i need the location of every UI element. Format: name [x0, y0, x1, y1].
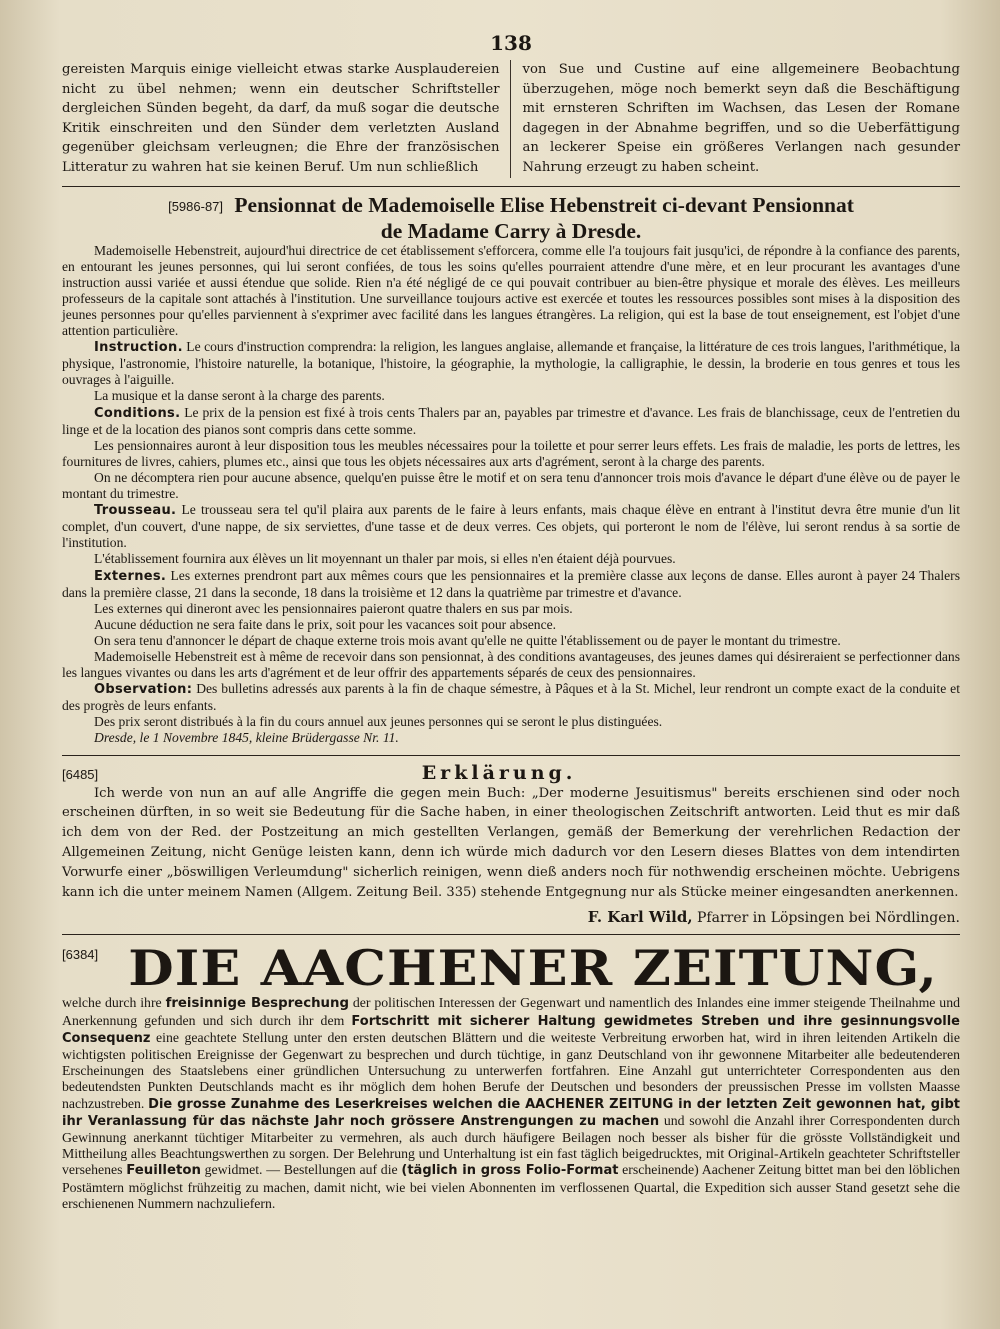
- pensionnat-annoncer: On sera tenu d'annoncer le départ de chaque externe trois mois avant qu'elle ne quitte l'établissement ou de payer le montant du trimestre.: [94, 632, 841, 648]
- aachener-emph-4: Feuilleton: [126, 1163, 201, 1179]
- aachener-header: [62, 939, 960, 998]
- section-divider: [62, 934, 960, 935]
- pensionnat-dineront: Les externes qui dineront avec les pensionnaires paieront quatre thalers en sus par mois.: [94, 600, 573, 616]
- pensionnat-prix: Des prix seront distribués à la fin du cours annuel aux jeunes personnes qui se seront le plus distinguées.: [94, 714, 663, 730]
- pensionnat-meubles: Les pensionnaires auront à leur disposition tous les meubles nécessaires pour la toilette et pour serrer leurs effets. Les frais de maladie, les ports de lettres, les fournitures de livres, cahiers, plumes etc., ainsi que tous les objets nécessaires aux arts d'agrément, seront à la charge des parents.: [62, 437, 960, 469]
- erklaerung-title: Erklärung.: [421, 761, 577, 784]
- conditions-text: Le prix de la pension est fixé à trois cents Thalers par an, payables par trimestre et d'avance. Les frais de blanchissage, ceux de l'entretien du linge et de la location des pianos sont compris dans cette somme.: [62, 404, 960, 437]
- erklaerung-header: [62, 762, 960, 784]
- pensionnat-body: [62, 243, 960, 747]
- pensionnat-externes: [62, 568, 960, 601]
- pensionnat-intro: Mademoiselle Hebenstreit, aujourd'hui directrice de cet établissement s'efforcera, comme elle l'a toujours fait jusqu'ici, de répondre à la confiance des parents, en entourant les jeunes personnes, qui lui seront confiées, de tous les soins qu'elles pourraient attendre d'une mère, et en leur procurant les avantages d'une instruction aussi variée et aussi étendue que solide. Rien n'a été négligé de ce qui pouvait contribuer au bien-être physique et morale des élèves. Les meilleurs professeurs de la capitale sont attachés à l'institution. Une surveillance toujours active est exercée et toutes les ressources possibles sont mises à la disposition des jeunes personnes pour qu'elles parviennent à s'exprimer avec facilité dans les langues étrangères. La religion, qui est la base de tout enseignement, est l'objet d'une attention particulière.: [62, 242, 960, 339]
- pensionnat-title: [62, 193, 960, 243]
- externes-text: Les externes prendront part aux mêmes cours que les pensionnaires et la première classe aux leçons de danse. Elles auront à payer 24 Thalers dans la première classe, 21 dans la seconde, 18 dans la troisième et 12 dans la quatrième par trimestre et d'avance.: [62, 567, 960, 600]
- aachener-text-1: welche durch ihre: [62, 995, 162, 1011]
- aachener-text-6: erscheinende) Aachener Zeitung bittet man bei den löblichen Postämtern möglichst frühzeitig zu machen, damit nicht, wie bei vielen Abonnenten im verflossenen Quartal, die Expedition sich ausser Stand gesetzt sehe die erschienenen Nummern nachzuliefern.: [62, 1162, 960, 1211]
- section-divider: [62, 186, 960, 187]
- erklaerung-notice: [62, 762, 960, 927]
- pensionnat-signature: Dresde, le 1 Novembre 1845, kleine Brüdergasse Nr. 11.: [94, 730, 399, 746]
- externes-keyword: Externes.: [94, 568, 167, 584]
- observation-text: Des bulletins adressés aux parents à la fin de chaque sémestre, à Pâques et à la St. Michel, leur rendront un compte exact de la conduite et des progrès de leurs enfants.: [62, 681, 960, 714]
- aachener-emph-3: Die grosse Zunahme des Leserkreises welchen die AACHENER ZEITUNG in der letzten Zeit gewonnen hat, gibt ihr Veranlassung für das nächste Jahr noch grössere Anstrengungen zu machen: [62, 1096, 961, 1129]
- pensionnat-lit: L'établissement fournira aux élèves un lit moyennant un thaler par mois, si elles n'en étaient déjà pourvues.: [94, 551, 676, 567]
- pensionnat-deduction: Aucune déduction ne sera faite dans le prix, soit pour les vacances soit pour absence.: [94, 616, 557, 632]
- aachener-ref: [6384]: [62, 947, 99, 963]
- german-columns: [62, 60, 960, 178]
- aachener-emph-2: Fortschritt mit sicherer Haltung gewidmetes Streben und ihre gesinnungsvolle Consequenz: [62, 1013, 960, 1046]
- german-column-left: gereisten Marquis einige vielleicht etwas starke Ausplaudereien nicht zu übel nehmen; wenn ein deutscher Schriftsteller dergleichen Sünden begeht, da darf, da muß sogar die deutsche Kritik einschreiten und den Sünder dem verletzten Ausland gegenüber gleichsam verleugnen; die Ehre der französischen Litteratur zu wahren hat sie keinen Beruf. Um nun schließlich: [62, 60, 511, 178]
- erklaerung-ref: [6485]: [62, 766, 99, 782]
- aachener-text-4: und sowohl die Anzahl ihrer Correspondenten durch Gewinnung anerkannt tüchtiger Mitarbeiter zu vermehren, als auch durch häufigere Beilagen noch besser als bisher für die grösste Vollständigkeit und Mittheilung alles Beachtungswerthen zu sorgen. Der Belehrung und Unterhaltung ist ein fast täglich beigedrucktes, mit Original-Artikeln geachteter Schriftsteller versehenes: [62, 1112, 961, 1178]
- aachener-emph-1: freisinnige Besprechung: [165, 996, 349, 1012]
- trousseau-keyword: Trousseau.: [94, 503, 177, 519]
- pensionnat-observation: [62, 681, 960, 714]
- pensionnat-musique: La musique et la danse seront à la charge des parents.: [94, 388, 385, 404]
- instruction-keyword: Instruction.: [94, 340, 183, 356]
- pensionnat-title-line2: de Madame Carry à Dresde.: [380, 218, 642, 243]
- aachener-title: DIE AACHENER ZEITUNG,: [128, 939, 938, 998]
- conditions-keyword: Conditions.: [94, 405, 181, 421]
- erklaerung-text: Ich werde von nun an auf alle Angriffe die gegen mein Buch: „Der moderne Jesuitismus" bereits erschienen sind oder noch erscheinen dürften, in so weit sie Bedeutung für die Sache haben, in einer theologischen Zeitschrift antworten. Leid thut es mir daß ich dem von der Red. der Postzeitung an mich gestellten Verlangen, gemäß der Bemerkung der verehrlichen Redaction der Allgemeinen Zeitung, nicht Genüge leisten kann, denn ich würde mich dadurch vor den Lesern dieses Blattes von dem intendirten Vorwurfe einer „böswilligen Verleumdung" sicherlich reinigen, wenn dieß anders noch für nothwendig erscheinen möchte. Uebrigens kann ich die unter meinem Namen (Allgem. Zeitung Beil. 335) stehende Entgegnung nur als Stücke meiner eingesandten anerkennen.: [62, 785, 960, 900]
- pensionnat-instruction: [62, 339, 960, 388]
- instruction-text: Le cours d'instruction comprendra: la religion, les langues anglaise, allemande et française, la littérature de ces trois langues, l'arithmétique, la physique, l'astronomie, l'histoire naturelle, la botanique, l'histoire, la géographie, la mythologie, la calligraphie, le dessin, la broderie en tous genres et tous les ouvrages à l'aiguille.: [62, 339, 960, 388]
- trousseau-text: Le trousseau sera tel qu'il plaira aux parents de le faire à leurs enfants, mais chaque élève en entrant à l'institut devra être munie d'un lit complet, d'un couvert, d'une nappe, de six serviettes, d'une tasse et de deux verres. Ces objets, qui porteront le nom de l'élève, lui seront rendus à sa sortie de l'institution.: [62, 502, 960, 551]
- erklaerung-sign-name: F. Karl Wild,: [587, 908, 693, 927]
- pensionnat-title-line1: Pensionnat de Mademoiselle Elise Hebenstreit ci-devant Pensionnat: [234, 192, 854, 217]
- aachener-text-2: der politischen Interessen der Gegenwart und namentlich des Inlandes eine immer steigende Theilnahme und Anerkennung gefunden und sich durch ihr dem: [62, 995, 960, 1028]
- aachener-text-3: eine geachtete Stellung unter den ersten deutschen Blättern und die weiteste Verbreitung erworben hat, wird in ihren leitenden Artikeln die wichtigsten politischen Ereignisse der Gegenwart zu besprechen und durch tüchtige, in ganz Deutschland von ihr gewonnene Mitarbeiter alle bedeutenderen Erscheinungen des Staatslebens einer gründlichen Untersuchung zu unterwerfen fortfahren. Eine Anzahl gut unterrichteter Correspondenten aus den bedeutendsten Punkten Deutschlands macht es ihr möglich dem hohen Berufe der Deutschen und besonders der preussischen Presse im vollsten Maasse nachzustreben.: [62, 1029, 960, 1111]
- erklaerung-body: [62, 784, 960, 903]
- pensionnat-conditions: [62, 405, 960, 438]
- aachener-text-5: gewidmet. — Bestellungen auf die: [204, 1162, 398, 1178]
- german-column-right: von Sue und Custine auf eine allgemeinere Beobachtung überzugehen, möge noch bemerkt seyn daß die Beschäftigung mit ernsteren Schriften im Wachsen, das Lesen der Romane dagegen in der Abnahme begriffen, und so die Ueberfättigung an leckerer Speise ein größeres Verlangen nach gesunder Nahrung erzeugt zu haben scheint.: [522, 62, 960, 175]
- aachener-text: [62, 995, 960, 1212]
- pensionnat-recevoir: Mademoiselle Hebenstreit est à même de recevoir dans son pensionnat, à des conditions avantageuses, des jeunes dames qui désireraient se perfectionner dans les langues vivantes ou dans les arts d'agrément et de leur offrir des appartements séparés de ceux des pensionnaires.: [62, 648, 960, 681]
- erklaerung-sign-place: Pfarrer in Löpsingen bei Nördlingen.: [697, 910, 960, 927]
- aachener-emph-5: (täglich in gross Folio-Format: [401, 1163, 619, 1179]
- observation-keyword: Observation:: [94, 682, 193, 698]
- pensionnat-ref: [5986-87]: [168, 198, 224, 214]
- aachener-body: [62, 995, 960, 1212]
- pensionnat-decompte: On ne décomptera rien pour aucune absence, quelqu'en puisse être le motif et on sera tenu d'annoncer trois mois d'avance le départ d'une élève ou de payer le montant du trimestre.: [62, 469, 960, 502]
- page-number: 138: [490, 31, 532, 55]
- erklaerung-signature: [62, 908, 960, 926]
- pensionnat-trousseau: [62, 502, 960, 551]
- pensionnat-advertisement: [62, 193, 960, 747]
- section-divider: [62, 755, 960, 756]
- aachener-advertisement: [62, 941, 960, 1212]
